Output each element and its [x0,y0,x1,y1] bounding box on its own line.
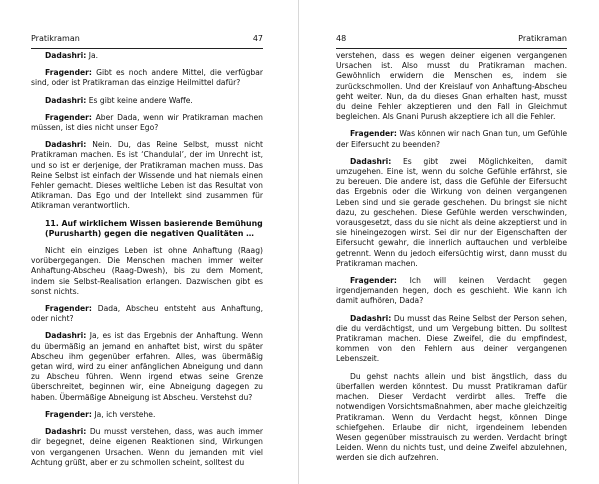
paragraph: Du gehst nachts allein und bist ängstlich, dass du überfallen werden könntest. Du musst Pratikraman dafür machen. Dieser Verdacht verdirbt alles. Treffe die notwendigen Vorsichtsmaßnahmen, aber mache gleichzeitig Pratikraman. Wenn du Verdacht hegst, können Dinge schiefgehen. Erlaube dir nicht, irgendeinem lebenden Wesen gegenüber misstrauisch zu werden. Verdacht bringt Leiden. Wenn du nichts tust, und deine Zweifel abzulehnen, werden sie dich aufzehren. [336,371,567,463]
paragraph: verstehen, dass es wegen deiner eigenen vergangenen Ursachen ist. Also musst du Pratikraman machen. Gewöhnlich erwidern die Menschen es, indem sie zurückschmollen. Und der Kreislauf von Anhaftung-Abscheu geht weiter. Nun, da du dieses Gnan erhalten hast, musst du deine Fehler akzeptieren und den Fall in Gleichmut begleichen. Als Gnani Purush akzeptiere ich all die Fehler. [336,51,567,122]
section-heading: 11. Auf wirklichem Wissen basierende Bemühung (Purusharth) gegen die negativen Qualitäten … [45,218,263,238]
paragraph: Fragender: Ja, ich verstehe. [45,409,156,419]
left-page [0,0,299,484]
right-header-title: Pratikraman [518,34,567,43]
paragraph: Dadashri: Es gibt keine andere Waffe. [45,95,193,105]
paragraph: Dadashri: Du musst das Reine Selbst der Person sehen, die du verdächtigst, und um Vergebung bitten. Du solltest Pratikraman machen. Diese Zweifel, die du empfindest, kommen von den Fehlern aus deiner vergangenen Lebenszeit. [336,313,567,364]
paragraph: Dadashri: Nein. Du, das Reine Selbst, musst nicht Pratikraman machen. Es ist ‘Chandulal’, der im Unrecht ist, und so ist er derjenige, der Pratikraman machen muss. Das Reine Selbst ist einfach der Wissende und hat niemals einen Fehler gemacht. Dieses weltliche Leben ist das Resultat von Atikraman. Das Ego und der Intellekt sind zusammen für Atikraman verantwortlich. [31,140,263,211]
left-header-title: Pratikraman [31,34,80,43]
right-page-number: 48 [336,34,347,43]
left-header-rule [31,48,263,49]
paragraph: Fragender: Was können wir nach Gnan tun, um Gefühle der Eifersucht zu beenden? [336,129,567,149]
right-page [300,0,599,484]
right-header-rule [336,48,567,49]
paragraph: Fragender: Dada, Abscheu entsteht aus Anhaftung, oder nicht? [31,304,263,324]
paragraph: Dadashri: Ja. [45,51,99,60]
left-page-header [31,34,263,48]
paragraph: Nicht ein einziges Leben ist ohne Anhaftung (Raag) vorübergegangen. Die Menschen machen immer weiter Anhaftung-Abscheu (Raag-Dwesh), bis zu dem Moment, indem sie Selbst-Realisation erlangen. Dazwischen gibt es sonst nichts. [31,246,263,296]
right-page-header [336,34,567,48]
paragraph: Dadashri: Es gibt zwei Möglichkeiten, damit umzugehen. Eine ist, wenn du solche Gefühle erfährst, sie zu bereuen. Die andere ist, dass die Gefühle der Eifersucht das Ergebnis oder die Wirkung von deinen vergangenen Leben sind und sie gerade geschehen. Du bringst sie nicht dazu, zu geschehen. Diese Gefühle werden verschwinden, vorausgesetzt, dass du sie nicht als deine akzeptierst und in sie hineingezogen wirst. Sei dir nur der Eigenschaften der Eifersucht gewahr, die innerlich auftauchen und verbleibe getrennt. Wenn du jedoch eifersüchtig wirst, dann musst du Pratikraman machen. [336,156,567,268]
paragraph: Fragender: Ich will keinen Verdacht gegen irgendjemanden hegen, doch es geschieht. Wie kann ich damit aufhören, Dada? [336,276,567,306]
paragraph: Fragender: Aber Dada, wenn wir Pratikraman machen müssen, ist dies nicht unser Ego? [31,112,263,133]
paragraph: Dadashri: Du musst verstehen, dass, was auch immer dir begegnet, deine eigenen Reaktionen sind, Wirkungen von vergangenen Ursachen. Wenn du jemanden mit viel Achtung grüßt, aber er zu schmollen scheint, solltest du [31,427,263,467]
left-page-number: 47 [252,34,263,43]
paragraph: Fragender: Gibt es noch andere Mittel, die verfügbar sind, oder ist Pratikraman das einzige Heilmittel dafür? [31,68,263,88]
paragraph: Dadashri: Ja, es ist das Ergebnis der Anhaftung. Wenn du übermäßig an jemand en anhaftet bist, wirst du später Abscheu ihm gegenüber erfahren. Alles, was übermäßig getan wird, wird zu einer anfänglichen Abneigung und dann zu Abscheu führen. Wenn irgend etwas seine Grenze überschreitet, beginnen wir, eine Abneigung dagegen zu haben. Übermäßige Abneigung ist Abscheu. Verstehst du? [31,331,263,402]
